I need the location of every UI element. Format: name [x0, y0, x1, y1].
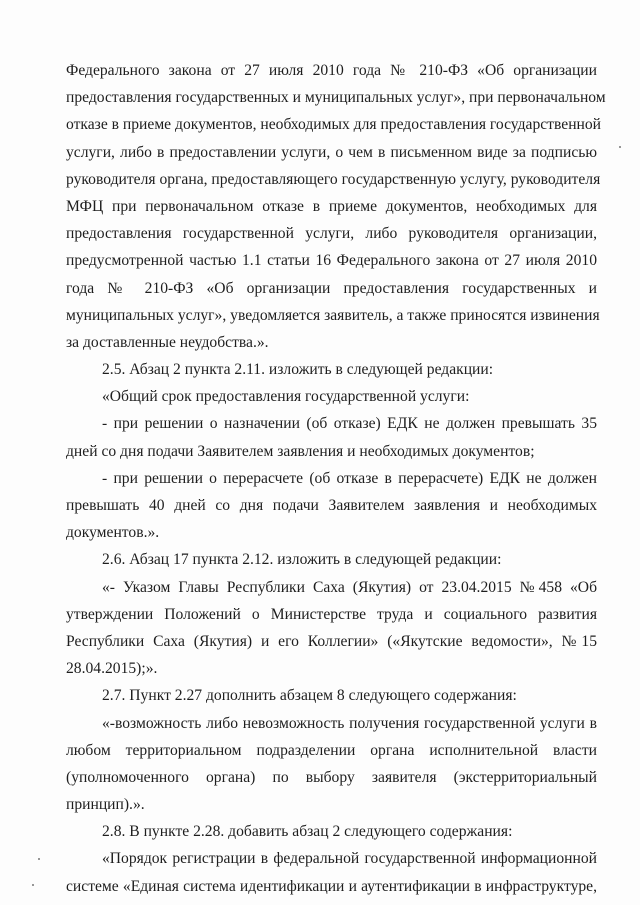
quoted-paragraph-line: Республики Саха (Якутия) и его Коллегии» («Якутские ведомости», №15: [66, 632, 597, 650]
paragraph-line: отказе в приеме документов, необходимых для предоставления государственной: [66, 116, 602, 134]
paragraph-line: МФЦ при первоначальном отказе в приеме документов, необходимых для: [66, 197, 597, 215]
list-item-line: документов.».: [66, 524, 160, 542]
list-item-line: - при решении о назначении (об отказе) ЕДК не должен превышать 35: [102, 415, 597, 433]
paragraph-line: за доставленные неудобства.».: [66, 333, 269, 351]
paragraph-line: предусмотренной частью 1.1 статьи 16 Федерального закона от 27 июля 2010: [66, 252, 597, 270]
list-item-line: - при решении о перерасчете (об отказе в перерасчете) ЕДК не должен: [102, 469, 597, 487]
quoted-paragraph-line: принцип).».: [66, 796, 145, 814]
section-2-5-heading: 2.5. Абзац 2 пункта 2.11. изложить в следующей редакции:: [102, 361, 494, 379]
section-2-6-heading: 2.6. Абзац 17 пункта 2.12. изложить в следующей редакции:: [102, 551, 502, 569]
paragraph-line: Федерального закона от 27 июля 2010 года № 210-ФЗ «Об организации: [66, 62, 597, 79]
paragraph-line: предоставления государственных и муниципальных услуг», при первоначальном: [66, 89, 606, 107]
quoted-paragraph-line: «Порядок регистрации в федеральной государственной информационной: [102, 850, 597, 868]
quoted-paragraph-line: «- Указом Главы Республики Саха (Якутия) от 23.04.2015 №458 «Об: [102, 578, 597, 596]
list-item-line: превышать 40 дней со дня подачи Заявителем заявления и необходимых: [66, 497, 597, 514]
scan-speck: [619, 146, 621, 148]
paragraph-line: услуги, либо в предоставлении услуги, о чем в письменном виде за подписью: [66, 143, 597, 161]
scan-speck: [32, 884, 34, 886]
paragraph-line: предоставления государственной услуги, либо руководителя организации,: [66, 225, 597, 243]
paragraph-line: руководителя органа, предоставляющего государственную услугу, руководителя: [66, 170, 601, 188]
quoted-paragraph-line: «-возможность либо невозможность получения государственной услуги в: [102, 714, 597, 732]
quoted-paragraph-line: (уполномоченного органа) по выбору заявителя (экстерриториальный: [66, 768, 597, 786]
section-2-8-heading: 2.8. В пункте 2.28. добавить абзац 2 следующего содержания:: [102, 823, 513, 841]
list-item-line: дней со дня подачи Заявителем заявления и необходимых документов;: [66, 442, 535, 460]
quoted-paragraph-line: системе «Единая система идентификации и аутентификации в инфраструктуре,: [66, 877, 597, 895]
paragraph-line: муниципальных услуг», уведомляется заявитель, а также приносятся извинения: [66, 306, 600, 324]
paragraph-line: года № 210-ФЗ «Об организации предоставления государственных и: [66, 279, 597, 297]
quoted-paragraph-line: «Общий срок предоставления государственной услуги:: [102, 388, 470, 406]
section-2-7-heading: 2.7. Пункт 2.27 дополнить абзацем 8 следующего содержания:: [102, 687, 517, 705]
quoted-paragraph-line: 28.04.2015);».: [66, 660, 158, 678]
quoted-paragraph-line: утверждении Положений о Министерстве труда и социального развития: [66, 605, 597, 623]
scan-speck: [38, 858, 40, 860]
document-body: [66, 57, 606, 900]
quoted-paragraph-line: любом территориальном подразделении органа исполнительной власти: [66, 741, 597, 759]
